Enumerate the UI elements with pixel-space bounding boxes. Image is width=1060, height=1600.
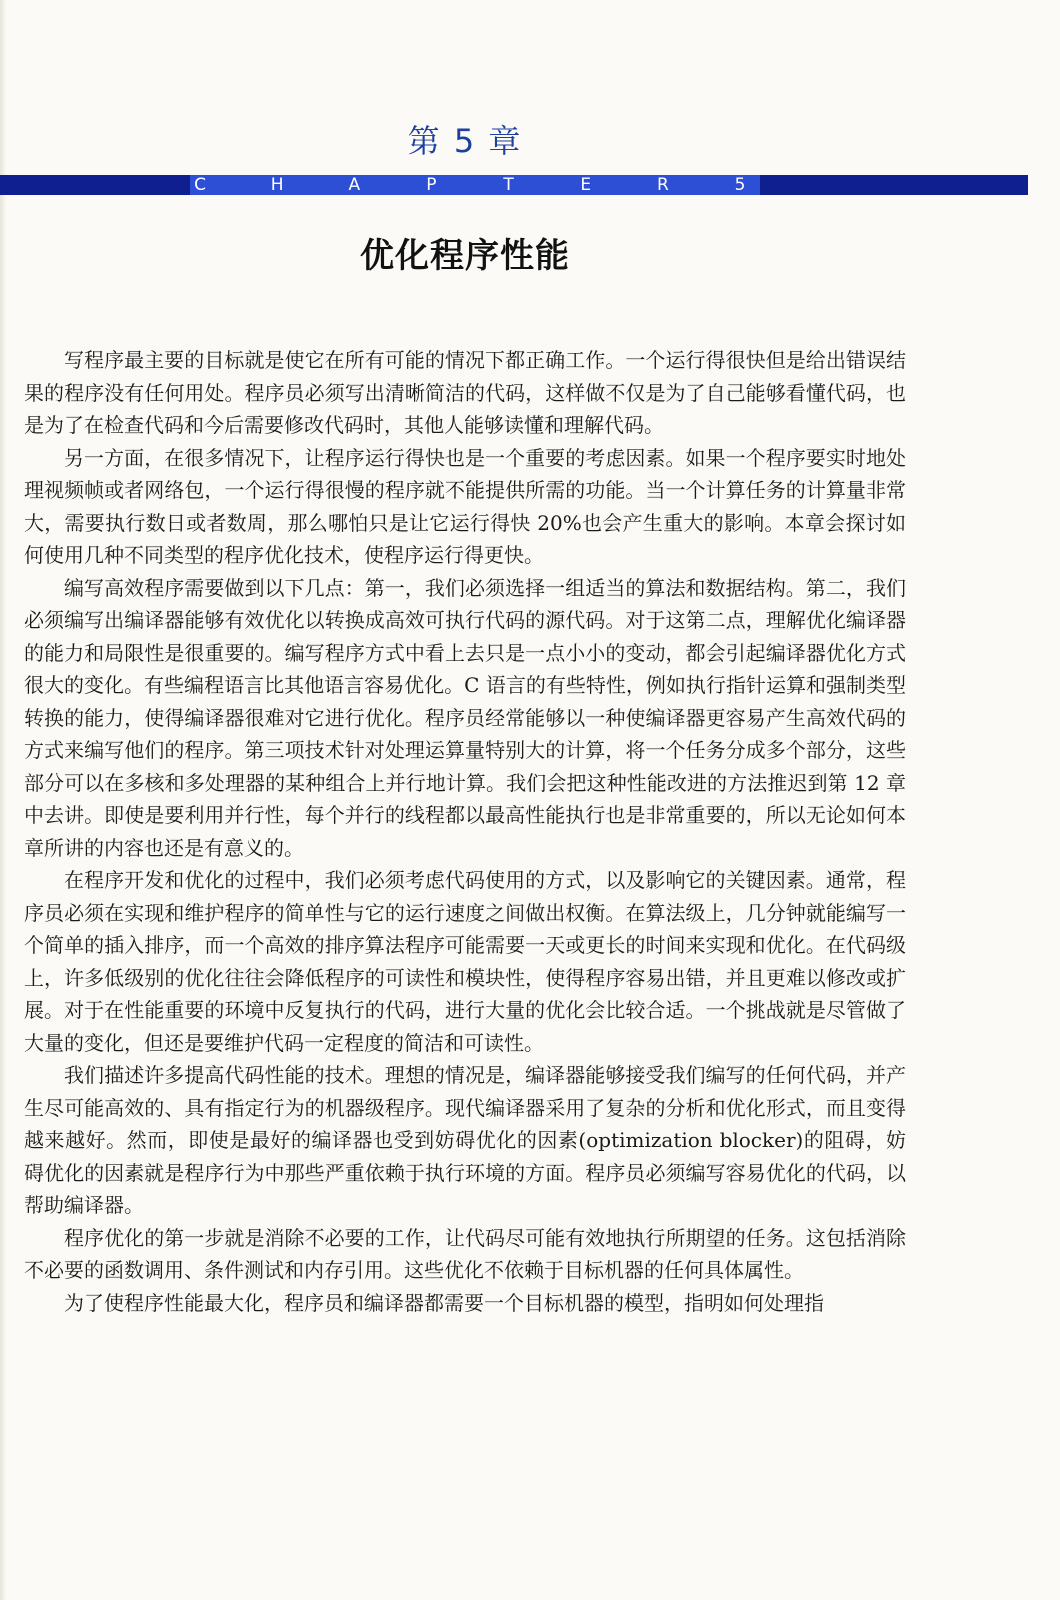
banner-letter: 5	[734, 175, 746, 195]
paragraph: 在程序开发和优化的过程中，我们必须考虑代码使用的方式，以及影响它的关键因素。通常，程序员必须在实现和维护程序的简单性与它的运行速度之间做出权衡。在算法级上，几分钟就能编写一个简单的插入排序，而一个高效的排序算法程序可能需要一天或更长的时间来实现和优化。在代码级上，许多低级别的优化往往会降低程序的可读性和模块性，使得程序容易出错，并且更难以修改或扩展。对于在性能重要的环境中反复执行的代码，进行大量的优化会比较合适。一个挑战就是尽管做了大量的变化，但还是要维护代码一定程度的简洁和可读性。	[24, 868, 906, 1055]
banner-letter: P	[426, 175, 437, 195]
chapter-banner	[0, 175, 1028, 195]
paragraph: 写程序最主要的目标就是使它在所有可能的情况下都正确工作。一个运行得很快但是给出错误结果的程序没有任何用处。程序员必须写出清晰简洁的代码，这样做不仅是为了自己能够看懂代码，也是为了在检查代码和今后需要修改代码时，其他人能够读懂和理解代码。	[24, 348, 906, 437]
paragraph: 编写高效程序需要做到以下几点：第一，我们必须选择一组适当的算法和数据结构。第二，我们必须编写出编译器能够有效优化以转换成高效可执行代码的源代码。对于这第二点，理解优化编译器的能力和局限性是很重要的。编写程序方式中看上去只是一点小小的变动，都会引起编译器优化方式很大的变化。有些编程语言比其他语言容易优化。C 语言的有些特性，例如执行指针运算和强制类型转换的能力，使得编译器很难对它进行优化。程序员经常能够以一种使编译器更容易产生高效代码的方式来编写他们的程序。第三项技术针对处理运算量特别大的计算，将一个任务分成多个部分，这些部分可以在多核和多处理器的某种组合上并行地计算。我们会把这种性能改进的方法推迟到第 12 章中去讲。即使是要利用并行性，每个并行的线程都以最高性能执行也是非常重要的，所以无论如何本章所讲的内容也还是有意义的。	[24, 575, 906, 860]
banner-letter: H	[270, 175, 284, 195]
chapter-title: 优化程序性能	[360, 235, 570, 276]
paragraph: 另一方面，在很多情况下，让程序运行得快也是一个重要的考虑因素。如果一个程序要实时地处理视频帧或者网络包，一个运行得很慢的程序就不能提供所需的功能。当一个计算任务的计算量非常大，需要执行数日或者数周，那么哪怕只是让它运行得快 20%也会产生重大的影响。本章会探讨如何使用几种不同类型的程序优化技术，使程序运行得更快。	[24, 445, 906, 567]
banner-letter: T	[503, 175, 514, 195]
paragraph: 为了使程序性能最大化，程序员和编译器都需要一个目标机器的模型，指明如何处理指	[64, 1290, 824, 1315]
banner-letter: E	[580, 175, 592, 195]
banner-letter: R	[656, 175, 669, 195]
banner-letter: C	[194, 175, 206, 195]
chapter-banner-letters	[190, 175, 750, 195]
paragraph: 我们描述许多提高代码性能的技术。理想的情况是，编译器能够接受我们编写的任何代码，并产生尽可能高效的、具有指定行为的机器级程序。现代编译器采用了复杂的分析和优化形式，而且变得越来越好。然而，即使是最好的编译器也受到妨碍优化的因素(optimization blocker)的阻碍，妨碍优化的因素就是程序行为中那些严重依赖于执行环境的方面。程序员必须编写容易优化的代码，以帮助编译器。	[24, 1063, 906, 1217]
banner-letter: A	[348, 175, 361, 195]
chapter-body	[24, 344, 906, 1319]
chapter-number: 第 5 章	[407, 122, 523, 160]
paragraph: 程序优化的第一步就是消除不必要的工作，让代码尽可能有效地执行所期望的任务。这包括消除不必要的函数调用、条件测试和内存引用。这些优化不依赖于目标机器的任何具体属性。	[24, 1225, 906, 1282]
